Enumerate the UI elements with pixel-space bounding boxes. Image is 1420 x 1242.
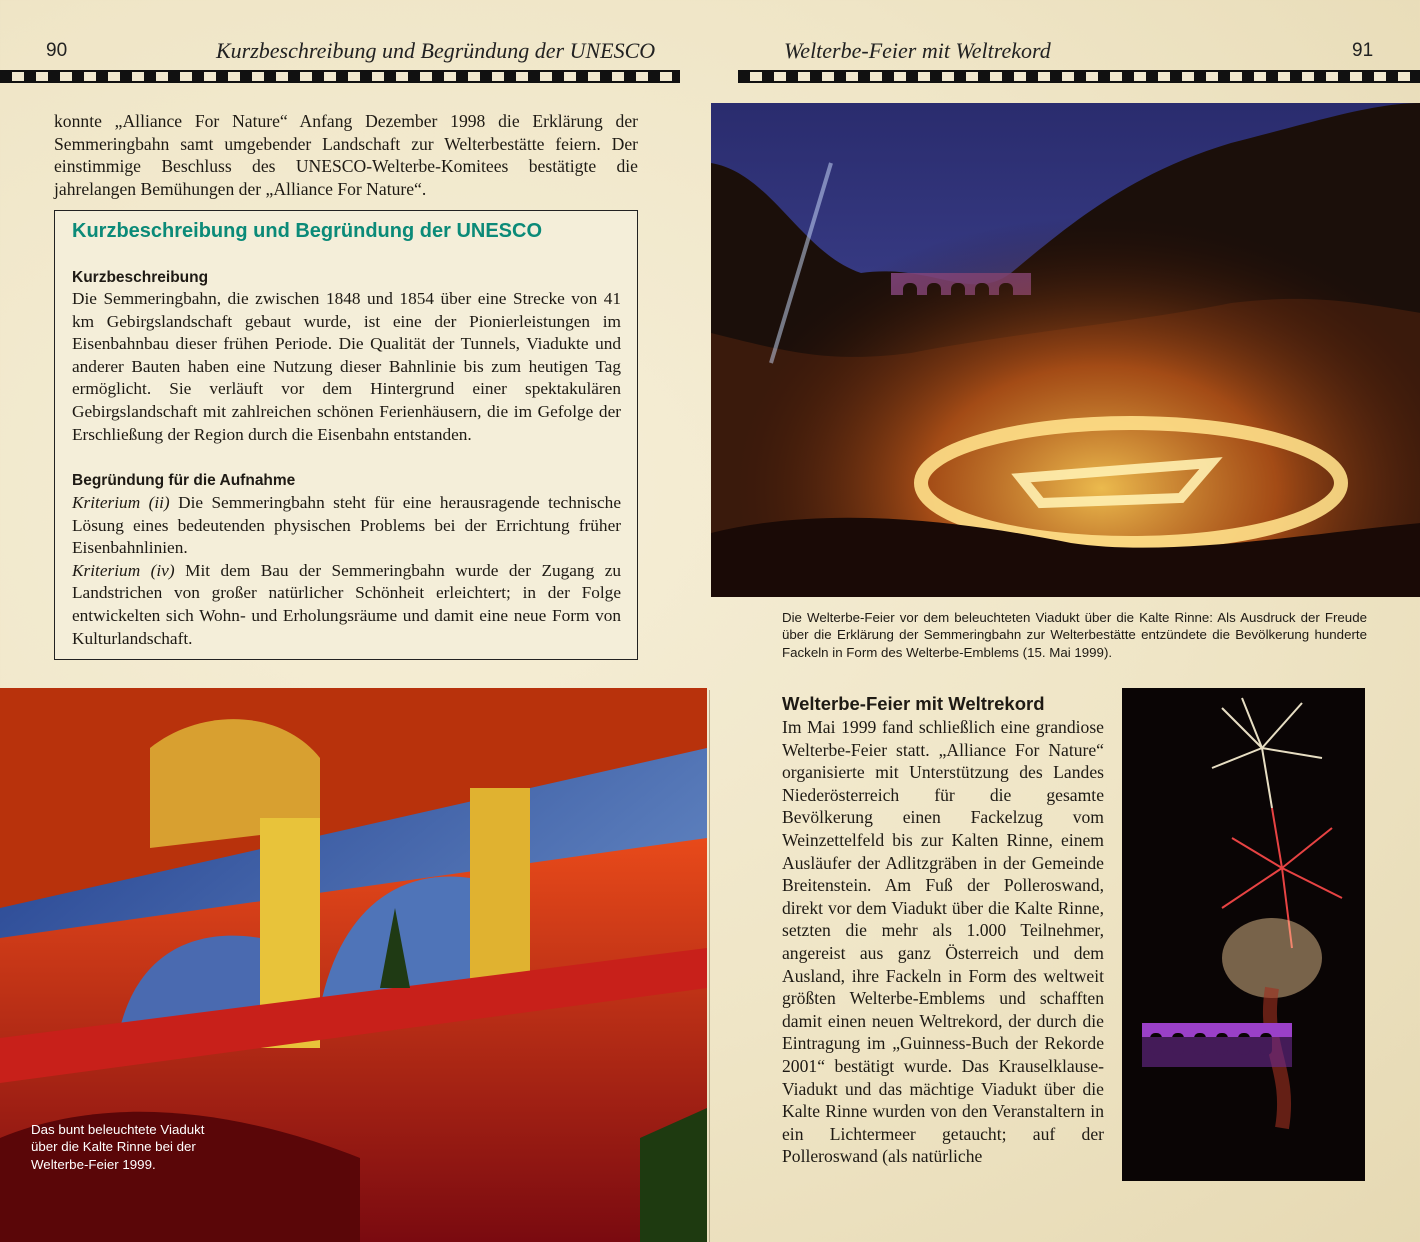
short-description-text: Die Semmeringbahn, die zwischen 1848 und 1854 über eine Strecke von 41 km Gebirgslandschaft gebaut wurde, ist eine der Pionierleistungen im Eisenbahnbau dieser frühen Periode. Die Qualität der Tunnels, Viadukte und anderer Bauten haben eine Nutzung dieser Bahnlinie bis zum heutigen Tag ermöglicht. Sie verläuft vor dem Hintergrund einer spektakulären Gebirgslandschaft mit zahlreichen schönen Ferienhäusern, die im Gefolge der Erschließung der Region durch die Eisenbahn entstanden. xyxy=(72,289,621,444)
box-title: Kurzbeschreibung und Begründung der UNESCO xyxy=(72,220,543,242)
viaduct-photo-caption: Das bunt beleuchtete Viadukt über die Kalte Rinne bei der Welterbe-Feier 1999. xyxy=(31,1122,205,1172)
short-description-heading: Kurzbeschreibung xyxy=(72,269,209,286)
celebration-text: Im Mai 1999 fand schließlich eine grandiose Welterbe-Feier statt. „Alliance For Nature“ organisierte mit Unterstützung des Landes Niederösterreich für die gesamte Bevölkerung einen Fackelzug vom Weinzettelfeld bis zur Kalten Rinne, einem Ausläufer der Adlitzgräben in der Gemeinde Breitenstein. Am Fuß der Polleroswand, direkt vor dem Viadukt über die Kalte Rinne, setzten die mehr als 1.000 Teilnehmer, angereist aus ganz Österreich und dem Ausland, ihre Fackeln in Form des weltweit größten Welterbe-Emblems und schafften damit einen neuen Weltrekord, der durch die Eintragung im „Guinness-Buch der Rekorde 2001“ bestätigt wurde. Das Krauselklause-Viadukt und das mächtige Viadukt über die Kalte Rinne wurden von den Veranstaltern in ein Lichtermeer getaucht; auf der Polleroswand (als natürliche xyxy=(782,717,1104,1167)
criterion-ii-label: Kriterium (ii) xyxy=(72,493,170,512)
right-header-rule xyxy=(738,70,1420,83)
fireworks-photo xyxy=(1122,688,1365,1181)
right-page-number: 91 xyxy=(1352,40,1374,61)
criterion-ii-text: Die Semmeringbahn steht für eine herausragende technische Lösung eines bedeutenden physischen Problems bei der Errichtung früher Eisenbahnlinien. xyxy=(72,493,621,558)
intro-paragraph: konnte „Alliance For Nature“ Anfang Dezember 1998 die Erklärung der Semmeringbahn samt umgebender Landschaft zur Welterbestätte feiern. Der einstimmige Beschluss des UNESCO-Welterbe-Komitees bestätigte die jahrelangen Bemühungen der „Alliance For Nature“. xyxy=(54,111,638,199)
section-title: Welterbe-Feier mit Weltrekord xyxy=(782,693,1045,714)
torch-emblem-photo xyxy=(711,103,1420,597)
unesco-info-box xyxy=(54,210,638,660)
left-running-title: Kurzbeschreibung und Begründung der UNESCO xyxy=(216,38,656,63)
criterion-ii xyxy=(72,492,621,560)
criteria-text xyxy=(72,492,621,650)
right-running-title: Welterbe-Feier mit Weltrekord xyxy=(784,38,1051,63)
criterion-iv-label: Kriterium (iv) xyxy=(72,560,175,580)
left-header-rule xyxy=(0,70,680,83)
torch-photo-caption: Die Welterbe-Feier vor dem beleuchteten Viadukt über die Kalte Rinne: Als Ausdruck der Freude über die Erklärung der Semmeringbahn zur Welterbestätte entzündete die Bevölkerung hunderte Fackeln in Form des Welterbe-Emblems (15. Mai 1999). xyxy=(782,610,1367,660)
page-gutter xyxy=(709,690,710,1242)
justification-heading: Begründung für die Aufnahme xyxy=(72,472,296,489)
criterion-iv-text: Mit dem Bau der Semmeringbahn wurde der Zugang zu Landstrichen von großer natürlicher Schönheit erleichtert; in der Folge entwickelten sich Wohn- und Erholungsräume und damit eine neue Form von Kulturlandschaft. xyxy=(72,560,621,648)
criterion-iv xyxy=(72,560,621,650)
left-page-number: 90 xyxy=(46,40,68,61)
